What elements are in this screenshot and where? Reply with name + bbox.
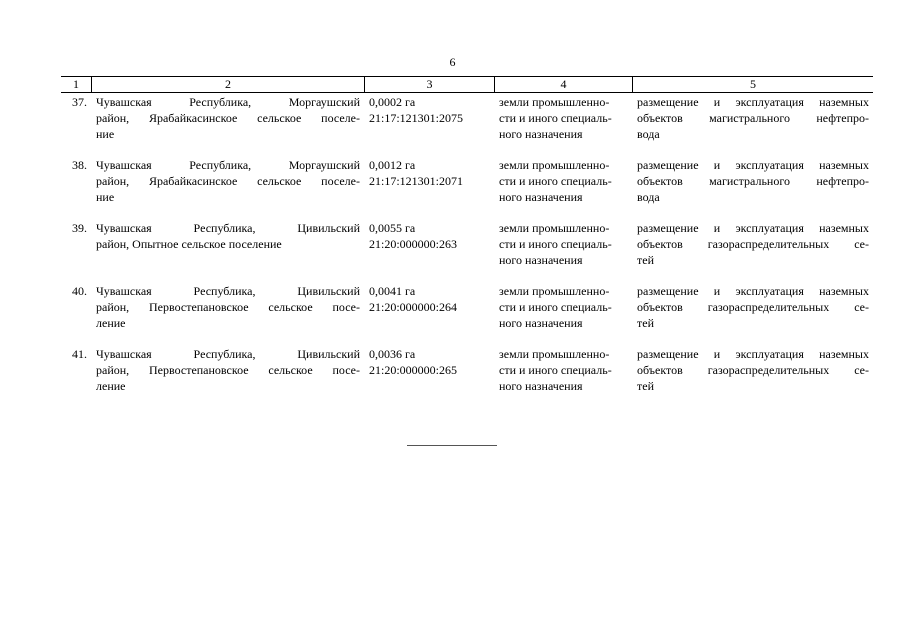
text-line: объектов магистрального нефтепро- (637, 174, 869, 188)
text-line: ление (96, 316, 126, 330)
text-line: 21:17:121301:2071 (369, 174, 464, 188)
region-cell (91, 93, 364, 156)
text-line: ного назначения (499, 379, 583, 393)
column-header: 2 (91, 76, 364, 93)
text-line: земли промышленно- (499, 347, 610, 361)
area-cadastral-cell (364, 282, 494, 345)
text-line: размещение и эксплуатация наземных (637, 347, 869, 361)
text-line: ние (96, 127, 115, 141)
column-header: 1 (61, 76, 91, 93)
text-line: сти и иного специаль- (499, 111, 612, 125)
region-cell (91, 345, 364, 408)
text-line: 0,0036 га (369, 347, 416, 361)
area-cadastral-cell (364, 156, 494, 219)
text-line: земли промышленно- (499, 284, 610, 298)
text-line: Чувашская Республика, Цивильский (96, 221, 360, 235)
text-line: Чувашская Республика, Моргаушский (96, 158, 360, 172)
text-line: 21:17:121301:2075 (369, 111, 464, 125)
text-line: земли промышленно- (499, 221, 610, 235)
text-line: тей (637, 379, 654, 393)
text-line: размещение и эксплуатация наземных (637, 95, 869, 109)
row-number: 40. (72, 284, 87, 298)
text-line: объектов газораспределительных се- (637, 300, 869, 314)
text-line: вода (637, 190, 660, 204)
row-number: 39. (72, 221, 87, 235)
land-category-cell (494, 93, 632, 156)
area-cadastral-cell (364, 93, 494, 156)
text-line: 0,0012 га (369, 158, 416, 172)
page-number: 6 (449, 55, 456, 69)
text-line: район, Опытное сельское поселение (96, 237, 282, 251)
row-number: 37. (72, 95, 87, 109)
land-category-cell (494, 156, 632, 219)
region-cell (91, 282, 364, 345)
land-plots-table (61, 76, 873, 408)
text-line: 21:20:000000:264 (369, 300, 458, 314)
land-category-cell (494, 219, 632, 282)
column-header: 5 (632, 76, 873, 93)
column-header: 3 (364, 76, 494, 93)
text-line: 0,0041 га (369, 284, 416, 298)
text-line: ление (96, 379, 126, 393)
text-line: тей (637, 253, 654, 267)
text-line: ного назначения (499, 127, 583, 141)
text-line: ного назначения (499, 316, 583, 330)
text-line: район, Первостепановское сельское посе- (96, 363, 360, 377)
permitted-use-cell (632, 93, 873, 156)
permitted-use-cell (632, 219, 873, 282)
land-category-cell (494, 345, 632, 408)
text-line: 21:20:000000:265 (369, 363, 458, 377)
text-line: сти и иного специаль- (499, 300, 612, 314)
row-number: 41. (72, 347, 87, 361)
text-line: сти и иного специаль- (499, 174, 612, 188)
permitted-use-cell (632, 156, 873, 219)
text-line: сти и иного специаль- (499, 237, 612, 251)
text-line: размещение и эксплуатация наземных (637, 221, 869, 235)
permitted-use-cell (632, 282, 873, 345)
text-line: район, Ярабайкасинское сельское поселе- (96, 111, 360, 125)
region-cell (91, 219, 364, 282)
text-line: сти и иного специаль- (499, 363, 612, 377)
text-line: размещение и эксплуатация наземных (637, 284, 869, 298)
text-line: 21:20:000000:263 (369, 237, 458, 251)
permitted-use-cell (632, 345, 873, 408)
text-line: ного назначения (499, 190, 583, 204)
text-line: ного назначения (499, 253, 583, 267)
column-header: 4 (494, 76, 632, 93)
text-line: земли промышленно- (499, 158, 610, 172)
text-line: размещение и эксплуатация наземных (637, 158, 869, 172)
text-line: Чувашская Республика, Цивильский (96, 347, 360, 361)
text-line: Чувашская Республика, Моргаушский (96, 95, 360, 109)
text-line: 0,0055 га (369, 221, 416, 235)
text-line: ние (96, 190, 115, 204)
text-line: земли промышленно- (499, 95, 610, 109)
end-rule (407, 445, 497, 446)
region-cell (91, 156, 364, 219)
text-line: Чувашская Республика, Цивильский (96, 284, 360, 298)
land-category-cell (494, 282, 632, 345)
area-cadastral-cell (364, 345, 494, 408)
text-line: 0,0002 га (369, 95, 416, 109)
text-line: объектов газораспределительных се- (637, 237, 869, 251)
text-line: объектов газораспределительных се- (637, 363, 869, 377)
text-line: район, Ярабайкасинское сельское поселе- (96, 174, 360, 188)
text-line: вода (637, 127, 660, 141)
row-number: 38. (72, 158, 87, 172)
text-line: район, Первостепановское сельское посе- (96, 300, 360, 314)
text-line: объектов магистрального нефтепро- (637, 111, 869, 125)
text-line: тей (637, 316, 654, 330)
area-cadastral-cell (364, 219, 494, 282)
